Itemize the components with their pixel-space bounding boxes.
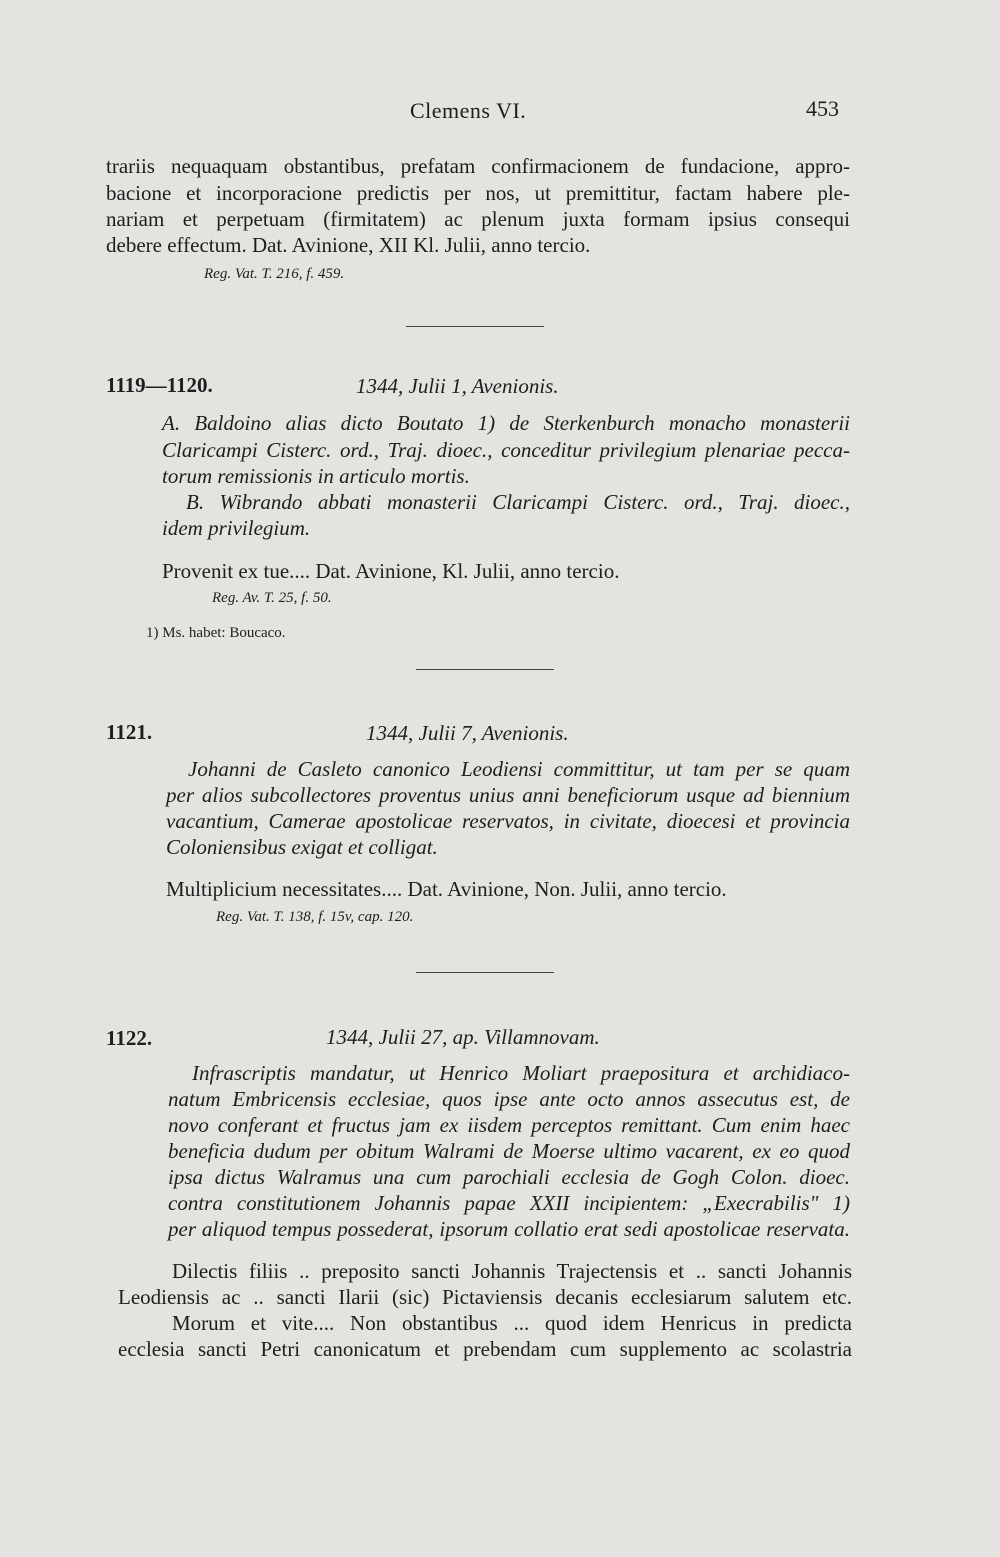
regest-line: ipsa dictus Walramus una cum parochiali ecclesia de Gogh Colon. dioec. (168, 1165, 850, 1189)
regest-line: Claricampi Cisterc. ord., Traj. dioec., conceditur privilegium plenariae pecca- (162, 438, 850, 462)
running-title: Clemens VI. (410, 98, 527, 123)
incipit-line: Provenit ex tue.... Dat. Avinione, Kl. Julii, anno tercio. (162, 559, 620, 583)
text-line: Leodiensis ac .. sancti Ilarii (sic) Pictaviensis decanis ecclesiarum salutem etc. (118, 1285, 852, 1309)
text-line: Dilectis filiis .. preposito sancti Johannis Trajectensis et .. sancti Johannis (172, 1259, 852, 1283)
register-reference: Reg. Av. T. 25, f. 50. (212, 590, 332, 606)
entry-number: 1119—1120. (106, 373, 213, 397)
intro-line: bacione et incorporacione predictis per nos, ut premittitur, factam habere ple- (106, 181, 850, 205)
entry-number: 1122. (106, 1026, 153, 1050)
regest-line: Infrascriptis mandatur, ut Henrico Moliart praepositura et archidiaco- (192, 1061, 850, 1085)
page-number: 453 (806, 96, 839, 121)
register-reference: Reg. Vat. T. 138, f. 15v, cap. 120. (216, 909, 414, 925)
regest-line: B. Wibrando abbati monasterii Claricampi Cisterc. ord., Traj. dioec., (186, 490, 850, 514)
entry-date: 1344, Julii 7, Avenionis. (366, 721, 569, 745)
text-line: Morum et vite.... Non obstantibus ... quod idem Henricus in predicta (172, 1311, 852, 1335)
regest-line: Johanni de Casleto canonico Leodiensi committitur, ut tam per se quam (188, 757, 850, 781)
regest-line: A. Baldoino alias dicto Boutato 1) de Sterkenburch monacho monasterii (162, 411, 850, 435)
section-divider (416, 972, 554, 973)
regest-line: novo conferant et fructus jam ex iisdem perceptos remittant. Cum enim haec (168, 1113, 850, 1137)
regest-line: torum remissionis in articulo mortis. (162, 464, 470, 488)
intro-line: debere effectum. Dat. Avinione, XII Kl. Julii, anno tercio. (106, 233, 591, 257)
regest-line: contra constitutionem Johannis papae XXII incipientem: „Execrabilis" 1) (168, 1191, 850, 1215)
regest-line: per aliquod tempus possederat, ipsorum collatio erat sedi apostolicae reservata. (168, 1217, 850, 1241)
entry-date: 1344, Julii 27, ap. Villamnovam. (326, 1025, 600, 1049)
register-reference: Reg. Vat. T. 216, f. 459. (204, 266, 345, 282)
text-line: ecclesia sancti Petri canonicatum et prebendam cum supplemento ac scolastria (118, 1337, 852, 1361)
regest-line: Coloniensibus exigat et colligat. (166, 835, 438, 859)
entry-date: 1344, Julii 1, Avenionis. (356, 374, 559, 398)
entry-number: 1121. (106, 720, 153, 744)
regest-line: idem privilegium. (162, 516, 311, 540)
regest-line: per alios subcollectores proventus unius anni beneficiorum usque ad biennium (166, 783, 850, 807)
section-divider (416, 669, 554, 670)
regest-line: beneficia dudum per obitum Walrami de Moerse ultimo vacarent, ex eo quod (168, 1139, 850, 1163)
regest-line: natum Embricensis ecclesiae, quos ipse ante octo annos assecutus est, de (168, 1087, 850, 1111)
intro-line: nariam et perpetuam (firmitatem) ac plenum juxta formam ipsius consequi (106, 207, 850, 231)
section-divider (406, 326, 544, 327)
footnote: 1) Ms. habet: Boucaco. (146, 625, 286, 641)
intro-line: trariis nequaquam obstantibus, prefatam confirmacionem de fundacione, appro- (106, 154, 850, 178)
regest-line: vacantium, Camerae apostolicae reservatos, in civitate, dioecesi et provincia (166, 809, 850, 833)
incipit-line: Multiplicium necessitates.... Dat. Avinione, Non. Julii, anno tercio. (166, 877, 727, 901)
